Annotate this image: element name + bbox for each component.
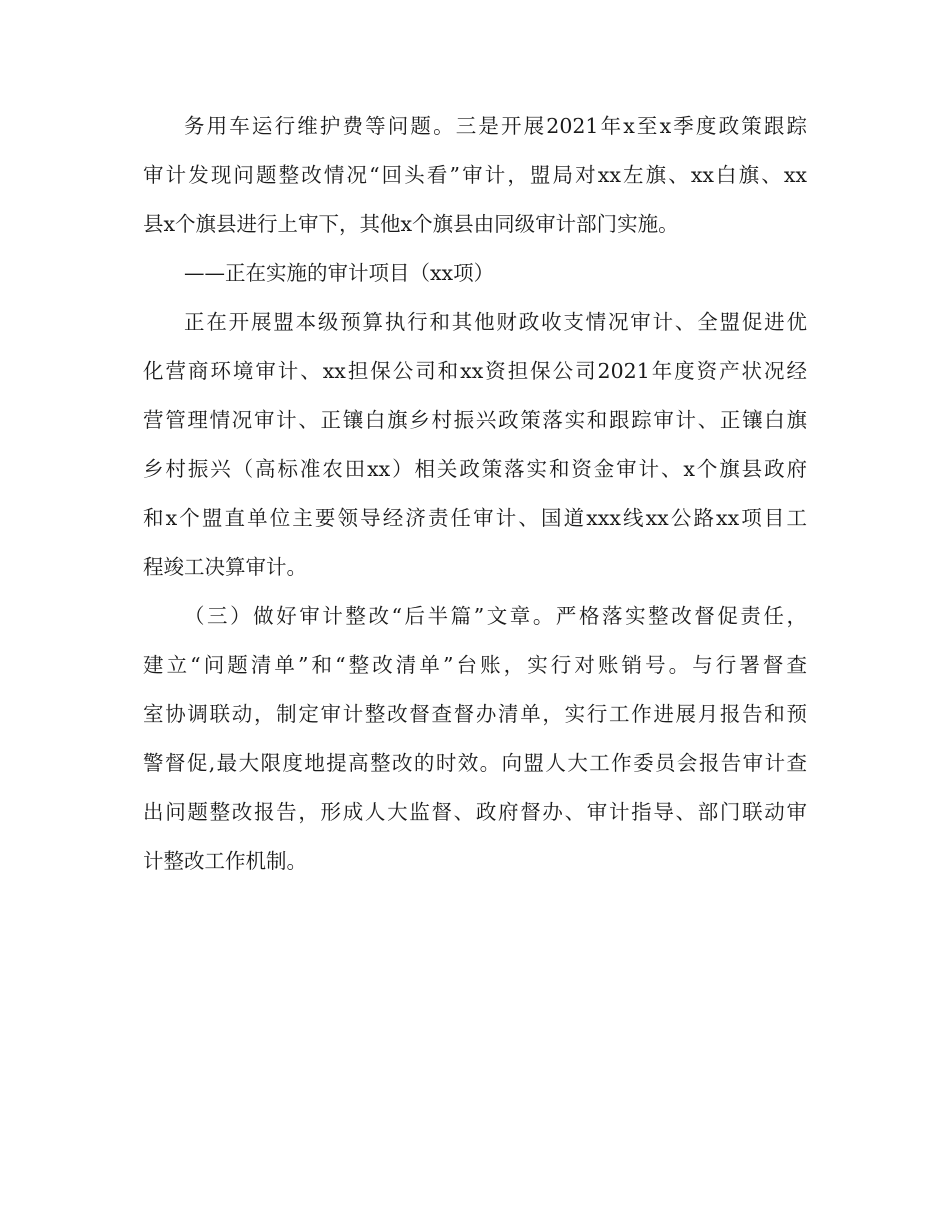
text-line: 正在开展盟本级预算执行和其他财政收支情况审计、全盟促进优	[184, 310, 807, 334]
text-line: 县x个旗县进行上审下，其他x个旗县由同级审计部门实施。	[143, 212, 679, 236]
text-line: 建立“问题清单”和“整改清单”台账，实行对账销号。与行署督查	[143, 653, 807, 677]
text-line: 务用车运行维护费等问题。三是开展2021年x至x季度政策跟踪	[184, 114, 807, 138]
text-line: 审计发现问题整改情况“回头看”审计，盟局对xx左旗、xx白旗、xx	[143, 163, 807, 187]
text-line: 和x个盟直单位主要领导经济责任审计、国道xxx线xx公路xx项目工	[143, 506, 807, 530]
text-line: 室协调联动，制定审计整改督查督办清单，实行工作进展月报告和预	[143, 702, 807, 726]
document-body	[143, 102, 807, 886]
text-line: 营管理情况审计、正镶白旗乡村振兴政策落实和跟踪审计、正镶白旗	[143, 408, 807, 432]
section-heading: ——正在实施的审计项目（xx项）	[184, 261, 495, 285]
text-line: 化营商环境审计、xx担保公司和xx资担保公司2021年度资产状况经	[143, 359, 807, 383]
text-line: 程竣工决算审计。	[143, 555, 307, 579]
text-line: 乡村振兴（高标准农田xx）相关政策落实和资金审计、x个旗县政府	[143, 457, 807, 481]
text-line: （三）做好审计整改“后半篇”文章。严格落实整改督促责任，	[184, 604, 807, 628]
text-line: 出问题整改报告，形成人大监督、政府督办、审计指导、部门联动审	[143, 800, 807, 824]
text-line: 计整改工作机制。	[143, 849, 307, 873]
text-line: 警督促,最大限度地提高整改的时效。向盟人大工作委员会报告审计查	[143, 751, 807, 775]
